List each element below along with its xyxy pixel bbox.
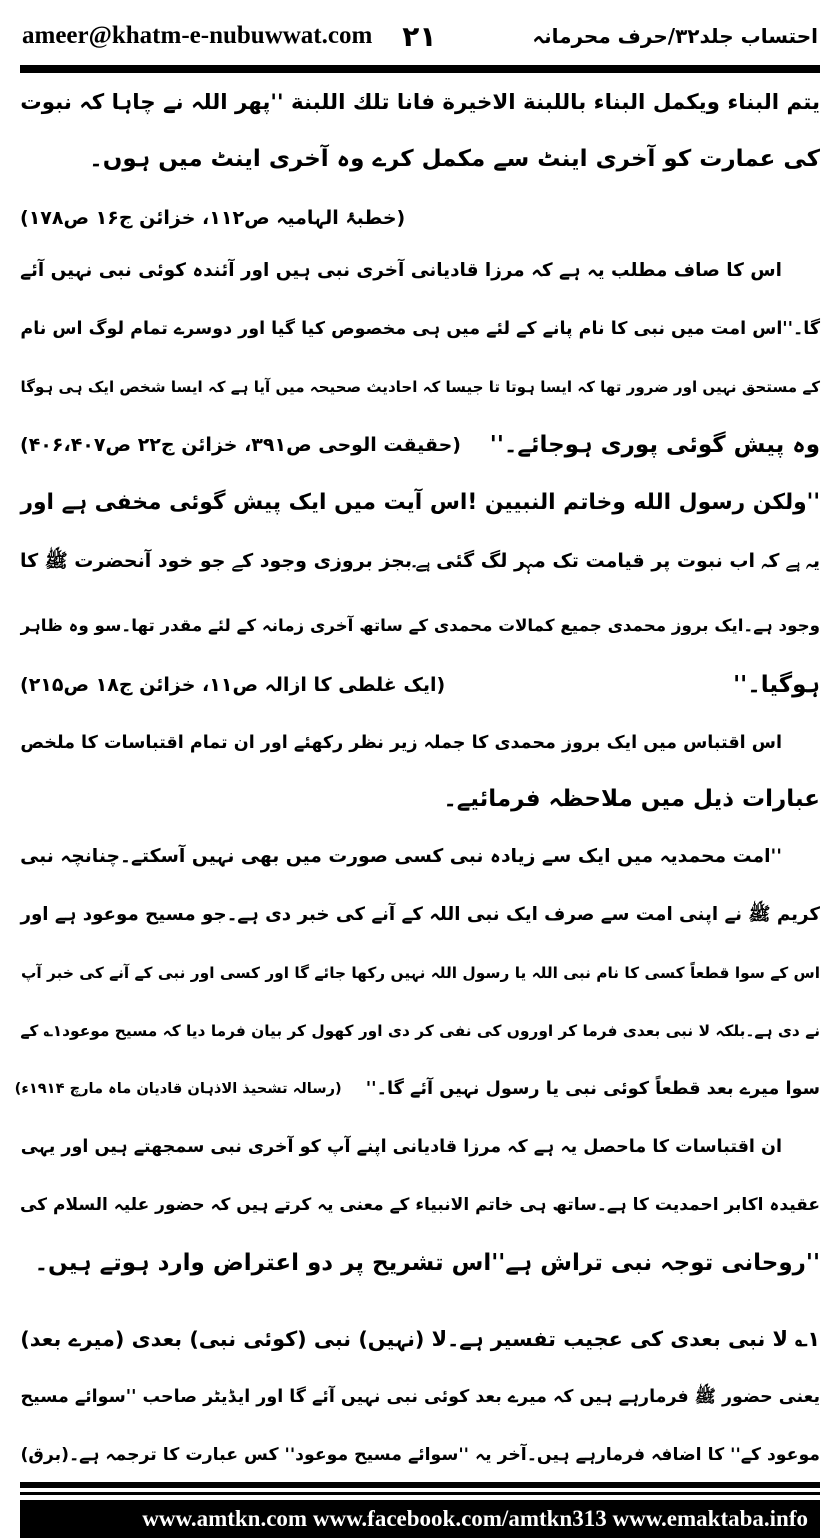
body-line: سوا میرے بعد قطعاً کوئی نبی یا رسول نہیں آئے گا۔'' (رسالہ تشحیذ الاذہان قادیان ماہ مارچ ۱۹۱۴ء)	[20, 1064, 820, 1114]
body-line: ''روحانی توجہ نبی تراش ہے''اس تشریح پر دو اعتراض وارد ہوتے ہیں۔	[34, 1250, 820, 1276]
header-rule	[20, 65, 820, 73]
body-line: ان اقتباسات کا ماحصل یہ ہے کہ مرزا قادیانی اپنے آپ کو آخری نبی سمجھتے ہیں اور یہی	[20, 1137, 782, 1157]
body-line: گا۔''اس امت میں نبی کا نام پانے کے لئے میں ہی مخصوص کیا گیا اور دوسرے تمام لوگ اس نام	[20, 319, 820, 339]
body-line: ہوگیا۔'' (ایک غلطی کا ازالہ ص۱۱، خزائن ج۱۸ ص۲۱۵)	[20, 660, 820, 710]
book-title: احتساب جلد۳۲/حرف محرمانہ	[532, 24, 818, 48]
citation: (خطبۂ الہامیہ ص۱۱۲، خزائن ج۱۶ ص۱۷۸)	[20, 207, 406, 229]
citation: (حقیقت الوحی ص۳۹۱، خزائن ج۲۲ ص۴۰۶،۴۰۷)	[20, 434, 461, 456]
body-line: کریم ﷺ نے اپنی امت سے صرف ایک نبی اللہ کے آنے کی خبر دی ہے۔جو مسیح موعود ہے اور	[20, 904, 820, 925]
body-line: عقیدہ اکابر احمدیت کا ہے۔ساتھ ہی خاتم الانبیاء کے معنی یہ کرتے ہیں کہ حضور علیہ السلام کی	[19, 1195, 820, 1215]
footer-rule-thick	[20, 1482, 820, 1488]
body-line: نے دی ہے۔بلکہ لا نبی بعدی فرما کر اوروں کی نفی کر دی اور کھول کر بیان فرما دیا کہ مسیح موعود۱؎ کے	[20, 1022, 820, 1040]
footnote-line: موعود کے'' کا اضافہ فرمارہے ہیں۔آخر یہ ''سوائے مسیح موعود'' کس عبارت کا ترجمہ ہے۔(برق)	[20, 1445, 820, 1465]
body-line: وجود ہے۔ایک بروز محمدی جمیع کمالات محمدی کے ساتھ آخری زمانہ کے لئے مقدر تھا۔سو وہ ظاہر	[20, 615, 820, 635]
body-line: اس کے سوا قطعاً کسی کا نام نبی اللہ یا رسول اللہ نہیں رکھا جائے گا اور کسی اور نبی کے آنے کی خبر آپ	[20, 964, 820, 982]
body-line: کے مستحق نہیں اور ضرور تھا کہ ایسا ہوتا تا جیسا کہ احادیث صحیحہ میں آیا ہے کہ ایسا شخص ایک ہی ہوگا	[20, 378, 820, 396]
body-line: اس کا صاف مطلب یہ ہے کہ مرزا قادیانی آخری نبی ہیں اور آئندہ کوئی نبی نہیں آئے	[20, 260, 782, 281]
page-number: ۲۱	[402, 19, 437, 53]
citation-line	[20, 192, 820, 242]
body-line: یتم البناء ویکمل البناء باللبنة الاخیرة فانا تلك اللبنة ''پھر اللہ نے چاہا کہ نبوت	[20, 90, 820, 115]
footnote-line: یعنی حضور ﷺ فرمارہے ہیں کہ میرے بعد کوئی نبی نہیں آئے گا اور ایڈیٹر صاحب ''سوائے مسیح	[20, 1387, 820, 1407]
body-line: عبارات ذیل میں ملاحظہ فرمائیے۔	[443, 786, 820, 812]
page-header	[22, 12, 818, 60]
body-line: کی عمارت کو آخری اینٹ سے مکمل کرے وہ آخری اینٹ میں ہوں۔	[89, 146, 820, 172]
footer-links: www.amtkn.com www.facebook.com/amtkn313 www.emaktaba.info	[142, 1506, 808, 1531]
body-line: اس اقتباس میں ایک بروز محمدی کا جملہ زیر نظر رکھئے اور ان تمام اقتباسات کا ملخص	[20, 733, 782, 753]
body-line: وہ پیش گوئی پوری ہوجائے۔'' (حقیقت الوحی ص۳۹۱، خزائن ج۲۲ ص۴۰۶،۴۰۷)	[20, 420, 820, 470]
header-email: ameer@khatm-e-nubuwwat.com	[22, 22, 373, 49]
body-line: ''ولکن رسول الله وخاتم النبیین !اس آیت میں ایک پیش گوئی مخفی ہے اور	[20, 490, 820, 515]
body-line: یہ ہے کہ اب نبوت پر قیامت تک مہر لگ گئی ہے۔بجز بروزی وجود کے جو خود آنحضرت ﷺ کا	[19, 550, 820, 572]
citation: (رسالہ تشحیذ الاذہان قادیان ماہ مارچ ۱۹۱۴ء)	[14, 1080, 342, 1097]
footer-rule-thin	[20, 1492, 820, 1495]
footnote-line: ۱؎ لا نبی بعدی کی عجیب تفسیر ہے۔لا (نہیں) نبی (کوئی نبی) بعدی (میرے بعد)	[20, 1327, 820, 1351]
footer-bar	[20, 1500, 820, 1538]
body-line: ''امت محمدیہ میں ایک سے زیادہ نبی کسی صورت میں بھی نہیں آسکتے۔چنانچہ نبی	[20, 846, 782, 867]
citation: (ایک غلطی کا ازالہ ص۱۱، خزائن ج۱۸ ص۲۱۵)	[20, 674, 446, 696]
